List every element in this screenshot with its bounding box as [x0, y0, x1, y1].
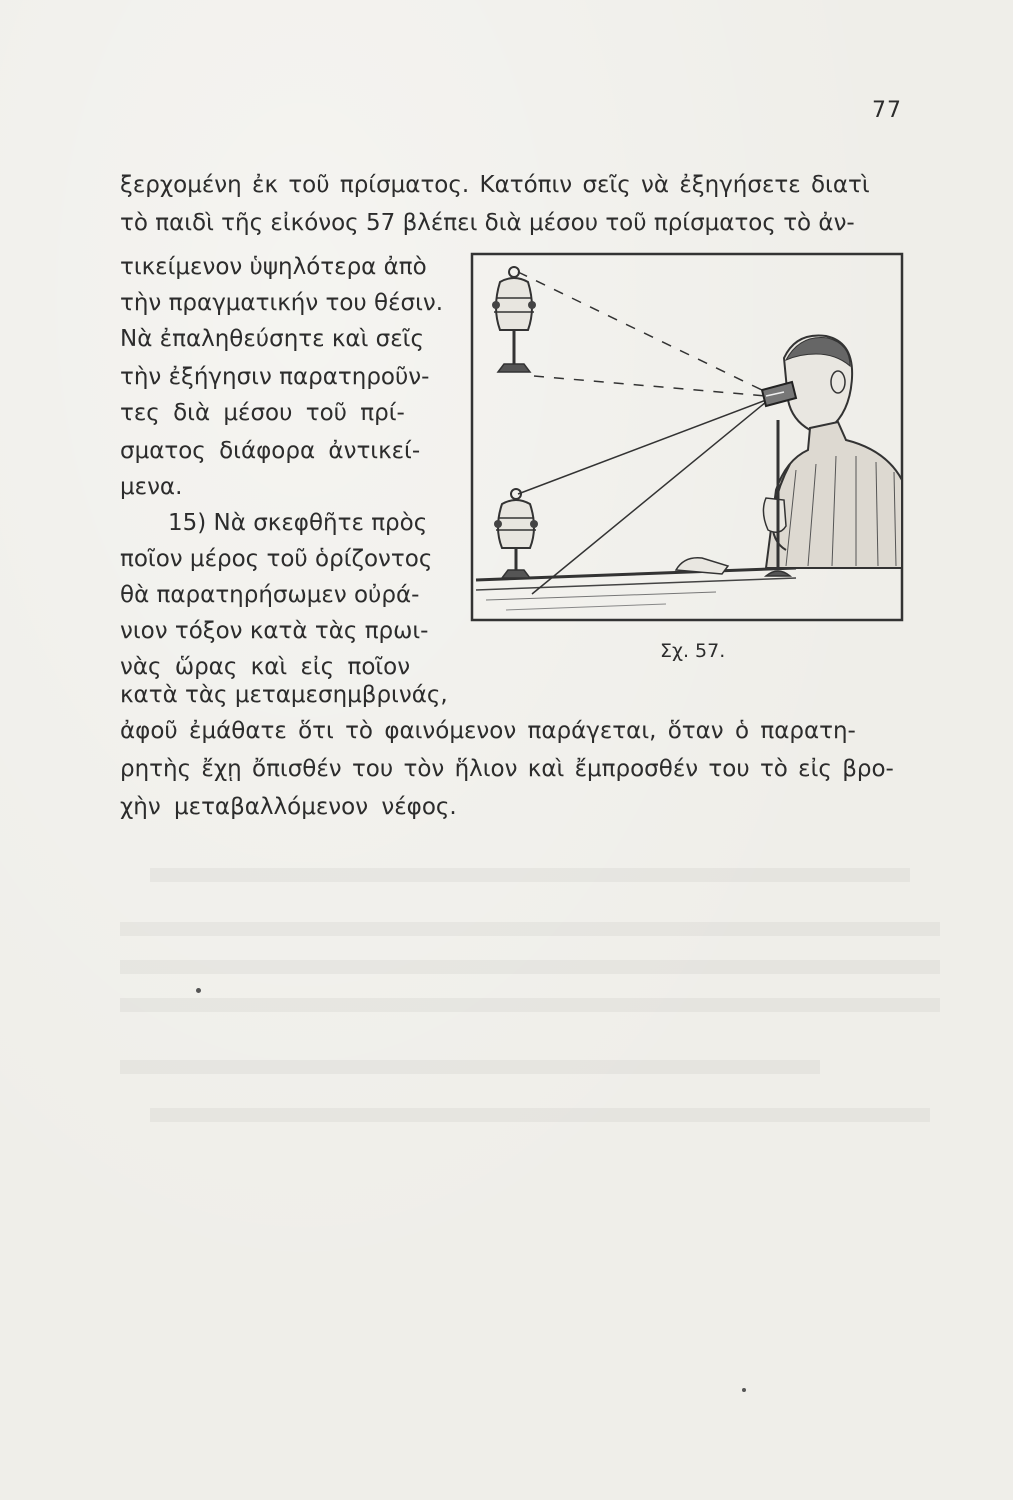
- text-line: χὴν μεταβαλλόμενον νέφος.: [120, 794, 457, 820]
- text-line: τὴν ἐξήγησιν παρατηροῦν-: [120, 364, 430, 390]
- light-ray: [518, 400, 766, 494]
- text-line: τὸ παιδὶ τῆς εἰκόνος 57 βλέπει διὰ μέσου τοῦ πρίσματος τὸ ἀν-: [120, 210, 855, 236]
- text-line: Νὰ ἐπαληθεύσητε καὶ σεῖς: [120, 326, 424, 352]
- text-line: κατὰ τὰς μεταμεσημβρινάς,: [120, 682, 448, 708]
- figure-caption: Σχ. 57.: [660, 640, 726, 662]
- vase-image: [492, 267, 536, 372]
- show-through-mark: [120, 960, 940, 974]
- show-through-mark: [120, 1060, 820, 1074]
- text-line: ποῖον μέρος τοῦ ὁρίζοντος: [120, 546, 433, 572]
- text-line: 15) Νὰ σκεφθῆτε πρὸς: [168, 510, 428, 536]
- show-through-mark: [150, 1108, 930, 1122]
- sight-line-dashed: [518, 272, 766, 392]
- text-line: ξερχομένη ἐκ τοῦ πρίσματος. Κατόπιν σεῖς νὰ ἐξηγήσετε διατὶ: [120, 172, 870, 198]
- text-line: ἀφοῦ ἐμάθατε ὅτι τὸ φαινόμενον παράγεται, ὅταν ὁ παρατη-: [120, 718, 856, 744]
- ink-speck: [196, 988, 201, 993]
- text-line: τὴν πραγματικήν του θέσιν.: [120, 290, 444, 316]
- text-line: νιον τόξον κατὰ τὰς πρωι-: [120, 618, 429, 644]
- child-observer: [676, 335, 902, 576]
- prism-illustration: [466, 250, 906, 622]
- text-line: νὰς ὥρας καὶ εἰς ποῖον: [120, 654, 411, 680]
- show-through-mark: [120, 922, 940, 936]
- text-line: ρητὴς ἔχῃ ὄπισθέν του τὸν ἥλιον καὶ ἔμπροσθέν του τὸ εἰς βρο-: [120, 756, 894, 782]
- ink-speck: [742, 1388, 746, 1392]
- page-number: 77: [872, 98, 902, 123]
- show-through-mark: [150, 868, 910, 882]
- show-through-mark: [120, 998, 940, 1012]
- text-line: σματος διάφορα ἀντικεί-: [120, 438, 421, 464]
- light-ray: [532, 402, 766, 594]
- sight-line-dashed: [534, 376, 766, 396]
- text-line: τες διὰ μέσου τοῦ πρί-: [120, 400, 405, 426]
- text-line: τικείμενον ὑψηλότερα ἀπὸ: [120, 254, 427, 280]
- vase-object: [494, 489, 538, 578]
- text-line: θὰ παρατηρήσωμεν οὐρά-: [120, 582, 420, 608]
- text-line: μενα.: [120, 474, 183, 500]
